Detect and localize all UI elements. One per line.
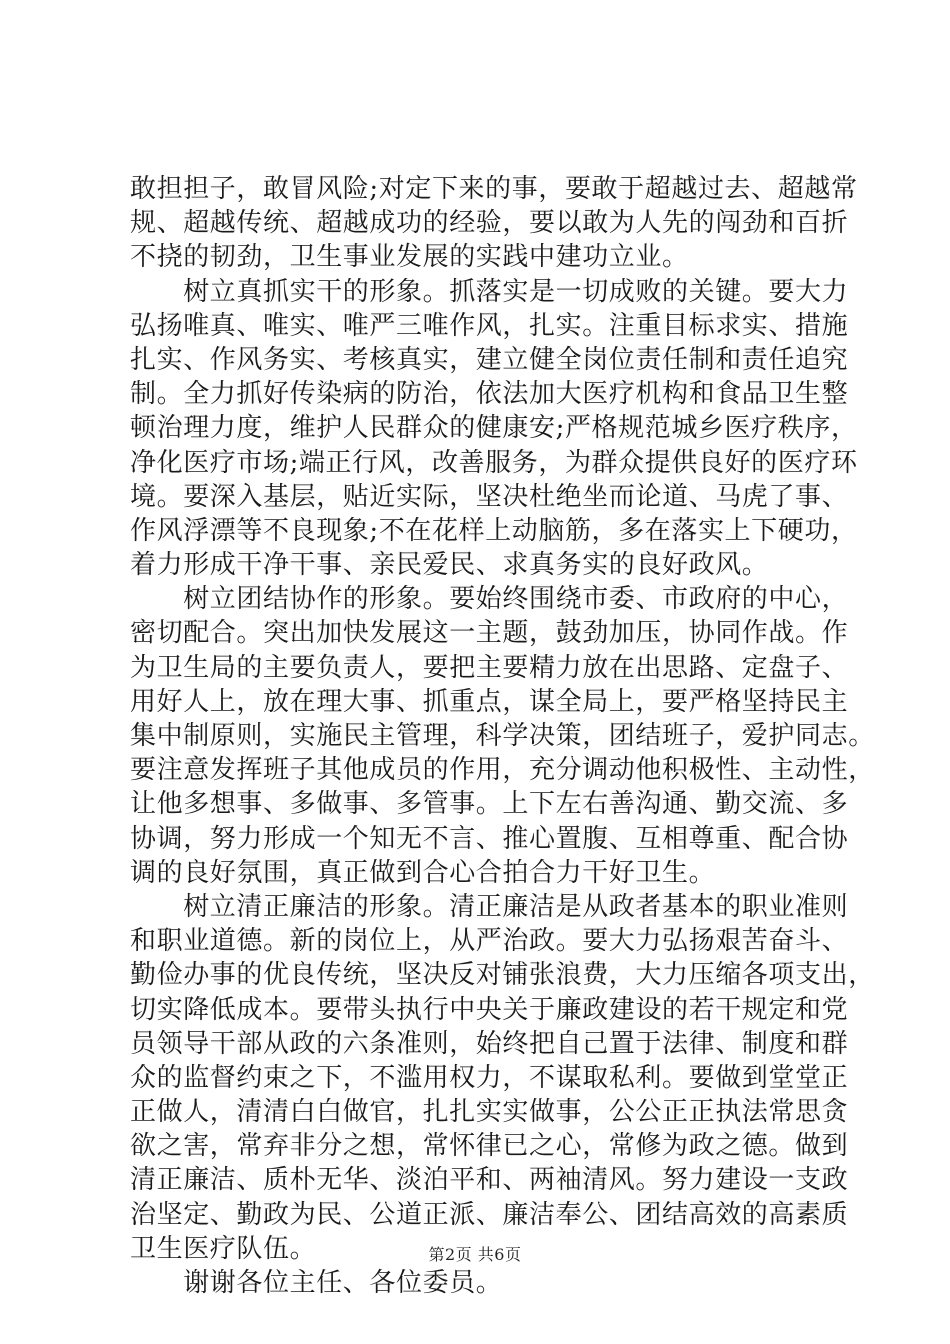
text-line: 敢担担子，敢冒风险;对定下来的事，要敢于超越过去、超越常: [130, 174, 858, 204]
text-line: 制。全力抓好传染病的防治，依法加大医疗机构和食品卫生整: [130, 379, 849, 410]
text-line: 勤俭办事的优良传统，坚决反对铺张浪费，大力压缩各项支出，: [130, 960, 875, 991]
text-line: 协调，努力形成一个知无不言、推心置腹、互相尊重、配合协: [130, 823, 849, 854]
text-line: 和职业道德。新的岗位上，从严治政。要大力弘扬艰苦奋斗、: [130, 926, 849, 957]
text-line: 集中制原则，实施民主管理，科学决策，团结班子，爱护同志。: [130, 721, 875, 751]
text-line: 树立真抓实干的形象。抓落实是一切成败的关键。要大力: [130, 276, 849, 307]
text-line: 树立清正廉洁的形象。清正廉洁是从政者基本的职业准则: [130, 891, 849, 922]
document-body: [130, 172, 875, 1300]
text-line: 切实降低成本。要带头执行中央关于廉政建设的若干规定和党: [130, 994, 849, 1025]
text-line: 要注意发挥班子其他成员的作用，充分调动他积极性、主动性，: [130, 755, 875, 786]
text-line: 员领导干部从政的六条准则，始终把自己置于法律、制度和群: [130, 1028, 849, 1059]
text-line: 弘扬唯真、唯实、唯严三唯作风，扎实。注重目标求实、措施: [130, 310, 849, 341]
text-line: 卫生医疗队伍。: [130, 1233, 317, 1264]
text-line: 用好人上，放在理大事、抓重点，谋全局上，要严格坚持民主: [130, 686, 849, 717]
text-line: 境。要深入基层，贴近实际，坚决杜绝坐而论道、马虎了事、: [130, 481, 849, 512]
text-line: 净化医疗市场;端正行风，改善服务，为群众提供良好的医疗环: [130, 447, 858, 478]
text-line: 密切配合。突出加快发展这一主题，鼓劲加压，协同作战。作: [130, 618, 849, 649]
text-line: 扎实、作风务实、考核真实，建立健全岗位责任制和责任追究: [130, 344, 849, 375]
text-line: 清正廉洁、质朴无华、淡泊平和、两袖清风。努力建设一支政: [130, 1165, 849, 1196]
text-line: 欲之害，常弃非分之想，常怀律已之心，常修为政之德。做到: [130, 1131, 849, 1162]
text-line: 治坚定、勤政为民、公道正派、廉洁奉公、团结高效的高素质: [130, 1199, 849, 1230]
text-line: 让他多想事、多做事、多管事。上下左右善沟通、勤交流、多: [130, 789, 849, 820]
text-line: 为卫生局的主要负责人，要把主要精力放在出思路、定盘子、: [130, 652, 849, 683]
text-line: 作风浮漂等不良现象;不在花样上动脑筋，多在落实上下硬功，: [130, 515, 858, 546]
text-line: 调的良好氛围，真正做到合心合拍合力干好卫生。: [130, 857, 716, 888]
text-line: 正做人，清清白白做官，扎扎实实做事，公公正正执法常思贪: [130, 1097, 849, 1128]
text-line: 着力形成干净干事、亲民爱民、求真务实的良好政风。: [130, 550, 769, 581]
text-line: 规、超越传统、超越成功的经验，要以敢为人先的闯劲和百折: [130, 208, 849, 239]
text-line: 谢谢各位主任、各位委员。: [130, 1268, 503, 1298]
page-number-footer: 第2页 共6页: [428, 1245, 522, 1264]
text-line: 不挠的韧劲，卫生事业发展的实践中建功立业。: [130, 242, 689, 273]
text-line: 众的监督约束之下，不滥用权力，不谋取私利。要做到堂堂正: [130, 1062, 849, 1093]
text-line: 树立团结协作的形象。要始终围绕市委、市政府的中心，: [130, 584, 849, 615]
text-line: 顿治理力度，维护人民群众的健康安;严格规范城乡医疗秩序，: [130, 413, 858, 444]
